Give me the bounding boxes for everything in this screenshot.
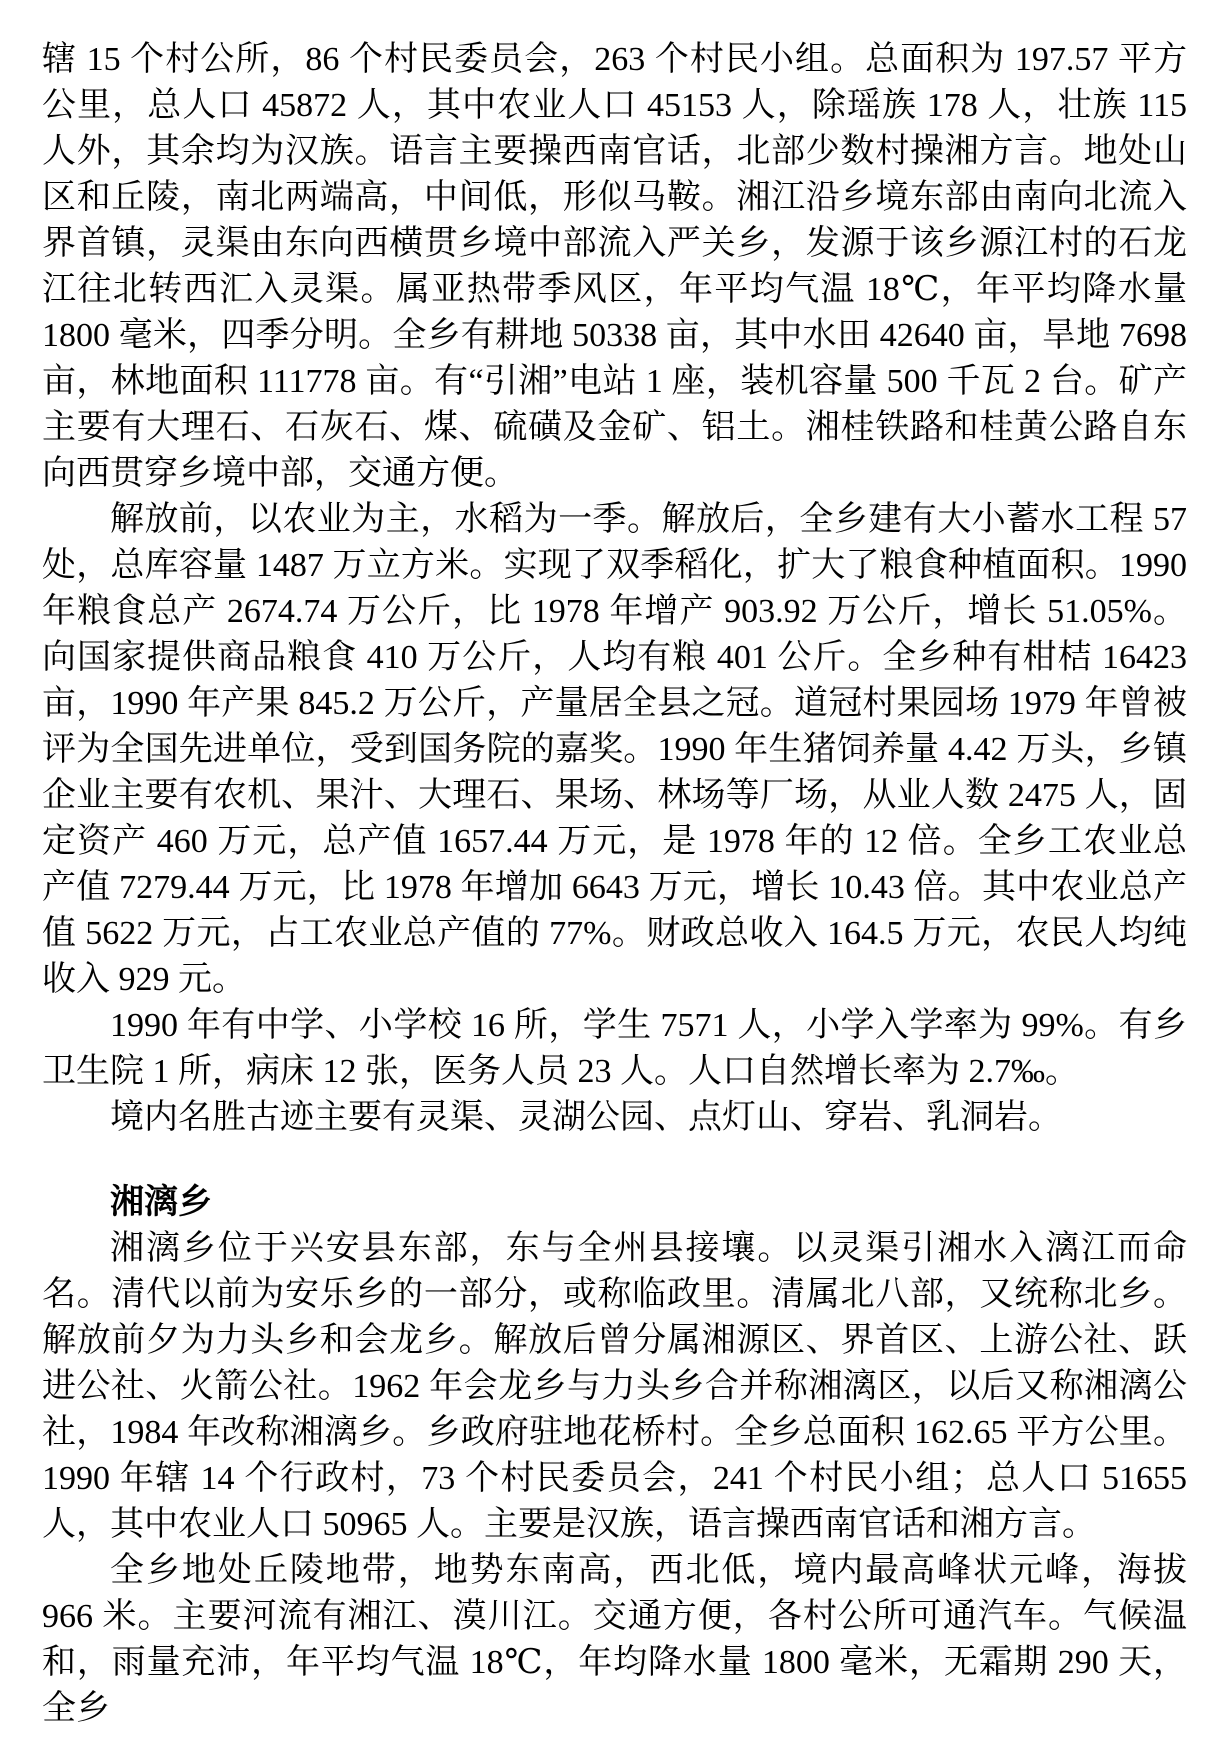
paragraph-xiangli-history: 湘漓乡位于兴安县东部，东与全州县接壤。以灵渠引湘水入漓江而命名。清代以前为安乐乡的一部分，或称临政里。清属北八部，又统称北乡。解放前夕为力头乡和会龙乡。解放后曾分属湘源区、界首区、上游公社、跃进公社、火箭公社。1962 年会龙乡与力头乡合并称湘漓区，以后又称湘漓公社，1984 年改称湘漓乡。乡政府驻地花桥村。全乡总面积 162.65 平方公里。1990 年辖 14 个行政村，73 个村民委员会，241 个村民小组；总人口 51655 人，其中农业人口 50965 人。主要是汉族，语言操西南官话和湘方言。 bbox=[42, 1230, 1187, 1543]
section-heading-xiangli-township: 湘漓乡 bbox=[110, 1184, 212, 1221]
paragraph-township-overview-continued: 辖 15 个村公所，86 个村民委员会，263 个村民小组。总面积为 197.57 平方公里，总人口 45872 人，其中农业人口 45153 人，除瑶族 178 人，壮族 115 人外，其余均为汉族。语言主要操西南官话，北部少数村操湘方言。地处山区和丘陵，南北两端高，中间低，形似马鞍。湘江沿乡境东部由南向北流入界首镇，灵渠由东向西横贯乡境中部流入严关乡，发源于该乡源江村的石龙江往北转西汇入灵渠。属亚热带季风区，年平均气温 18℃，年平均降水量 1800 毫米，四季分明。全乡有耕地 50338 亩，其中水田 42640 亩，旱地 7698 亩，林地面积 111778 亩。有“引湘”电站 1 座，装机容量 500 千瓦 2 台。矿产主要有大理石、石灰石、煤、硫磺及金矿、铝土。湘桂铁路和桂黄公路自东向西贯穿乡境中部，交通方便。 bbox=[42, 41, 1187, 492]
paragraph-xiangli-geography: 全乡地处丘陵地带，地势东南高，西北低，境内最高峰状元峰，海拔 966 米。主要河流有湘江、漠川江。交通方便，各村公所可通汽车。气候温和，雨量充沛，年平均气温 18℃，年均降水量 1800 毫米，无霜期 290 天，全乡 bbox=[42, 1552, 1187, 1727]
paragraph-agriculture-economy: 解放前，以农业为主，水稻为一季。解放后，全乡建有大小蓄水工程 57 处，总库容量 1487 万立方米。实现了双季稻化，扩大了粮食种植面积。1990 年粮食总产 2674.74 万公斤，比 1978 年增产 903.92 万公斤，增长 51.05%。向国家提供商品粮食 410 万公斤，人均有粮 401 公斤。全乡种有柑桔 16423 亩，1990 年产果 845.2 万公斤，产量居全县之冠。道冠村果园场 1979 年曾被评为全国先进单位，受到国务院的嘉奖。1990 年生猪饲养量 4.42 万头，乡镇企业主要有农机、果汁、大理石、果场、林场等厂场，从业人数 2475 人，固定资产 460 万元，总产值 1657.44 万元，是 1978 年的 12 倍。全乡工农业总产值 7279.44 万元，比 1978 年增加 6643 万元，增长 10.43 倍。其中农业总产值 5622 万元，占工农业总产值的 77%。财政总收入 164.5 万元，农民人均纯收入 929 元。 bbox=[42, 501, 1187, 998]
paragraph-education-health: 1990 年有中学、小学校 16 所，学生 7571 人，小学入学率为 99%。有乡卫生院 1 所，病床 12 张，医务人员 23 人。人口自然增长率为 2.7‰。 bbox=[42, 1007, 1187, 1090]
paragraph-scenic-spots: 境内名胜古迹主要有灵渠、灵湖公园、点灯山、穿岩、乳洞岩。 bbox=[110, 1099, 1062, 1136]
